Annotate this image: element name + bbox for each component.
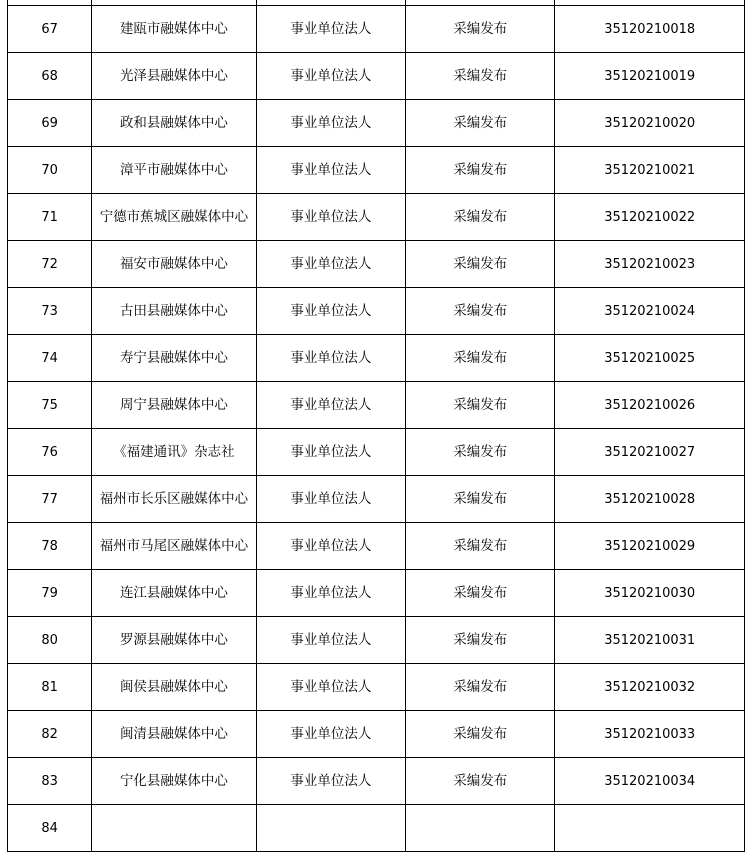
- table-row: [8, 711, 745, 758]
- organization-name-cell: 建瓯市融媒体中心: [92, 6, 256, 53]
- business-scope-cell: 采编发布: [406, 429, 555, 476]
- row-number-cell: 76: [8, 429, 92, 476]
- registration-code-cell: 35120210021: [555, 147, 745, 194]
- table-row: [8, 100, 745, 147]
- row-number-cell: 70: [8, 147, 92, 194]
- business-scope-cell: 采编发布: [406, 194, 555, 241]
- organization-type-cell: 事业单位法人: [256, 147, 405, 194]
- organization-type-cell: 事业单位法人: [256, 476, 405, 523]
- organization-type-cell: [256, 805, 405, 852]
- row-number-cell: 67: [8, 6, 92, 53]
- business-scope-cell: 采编发布: [406, 523, 555, 570]
- table-row: [8, 241, 745, 288]
- organization-type-cell: 事业单位法人: [256, 523, 405, 570]
- organization-name-cell: 宁德市蕉城区融媒体中心: [92, 194, 256, 241]
- organization-name-cell: 周宁县融媒体中心: [92, 382, 256, 429]
- registration-code-cell: 35120210028: [555, 476, 745, 523]
- registration-code-cell: 35120210031: [555, 617, 745, 664]
- business-scope-cell: 采编发布: [406, 617, 555, 664]
- organization-name-cell: 福安市融媒体中心: [92, 241, 256, 288]
- business-scope-cell: [406, 805, 555, 852]
- organization-type-cell: 事业单位法人: [256, 758, 405, 805]
- business-scope-cell: 采编发布: [406, 53, 555, 100]
- table-row: [8, 194, 745, 241]
- registration-code-cell: 35120210029: [555, 523, 745, 570]
- organization-type-cell: 事业单位法人: [256, 617, 405, 664]
- row-number-cell: 77: [8, 476, 92, 523]
- registration-code-cell: 35120210032: [555, 664, 745, 711]
- organization-type-cell: 事业单位法人: [256, 100, 405, 147]
- organization-name-cell: 寿宁县融媒体中心: [92, 335, 256, 382]
- registration-code-cell: [555, 805, 745, 852]
- business-scope-cell: 采编发布: [406, 758, 555, 805]
- row-number-cell: 81: [8, 664, 92, 711]
- row-number-cell: 71: [8, 194, 92, 241]
- row-number-cell: 73: [8, 288, 92, 335]
- business-scope-cell: 采编发布: [406, 147, 555, 194]
- table-row: [8, 147, 745, 194]
- business-scope-cell: 采编发布: [406, 570, 555, 617]
- organization-type-cell: 事业单位法人: [256, 241, 405, 288]
- table-row: [8, 523, 745, 570]
- table-row: [8, 805, 745, 852]
- organization-type-cell: 事业单位法人: [256, 429, 405, 476]
- table-row: [8, 429, 745, 476]
- row-number-cell: 74: [8, 335, 92, 382]
- organization-name-cell: 连江县融媒体中心: [92, 570, 256, 617]
- row-number-cell: 75: [8, 382, 92, 429]
- organization-type-cell: 事业单位法人: [256, 335, 405, 382]
- registry-table-container: [7, 0, 745, 852]
- business-scope-cell: 采编发布: [406, 382, 555, 429]
- organization-name-cell: 古田县融媒体中心: [92, 288, 256, 335]
- organization-name-cell: 福州市马尾区融媒体中心: [92, 523, 256, 570]
- business-scope-cell: 采编发布: [406, 241, 555, 288]
- business-scope-cell: 采编发布: [406, 288, 555, 335]
- row-number-cell: 80: [8, 617, 92, 664]
- business-scope-cell: 采编发布: [406, 476, 555, 523]
- organization-name-cell: 宁化县融媒体中心: [92, 758, 256, 805]
- row-number-cell: 82: [8, 711, 92, 758]
- organization-type-cell: 事业单位法人: [256, 53, 405, 100]
- business-scope-cell: 采编发布: [406, 335, 555, 382]
- row-number-cell: 78: [8, 523, 92, 570]
- table-row: [8, 476, 745, 523]
- registration-code-cell: 35120210019: [555, 53, 745, 100]
- organization-type-cell: 事业单位法人: [256, 288, 405, 335]
- registration-code-cell: 35120210020: [555, 100, 745, 147]
- organization-type-cell: 事业单位法人: [256, 382, 405, 429]
- table-row: [8, 53, 745, 100]
- organization-name-cell: 闽侯县融媒体中心: [92, 664, 256, 711]
- registration-code-cell: 35120210026: [555, 382, 745, 429]
- row-number-cell: 79: [8, 570, 92, 617]
- registration-code-cell: 35120210033: [555, 711, 745, 758]
- table-row: [8, 382, 745, 429]
- registration-code-cell: 35120210030: [555, 570, 745, 617]
- registration-code-cell: 35120210022: [555, 194, 745, 241]
- table-row: [8, 570, 745, 617]
- row-number-cell: 69: [8, 100, 92, 147]
- row-number-cell: 68: [8, 53, 92, 100]
- organization-name-cell: 闽清县融媒体中心: [92, 711, 256, 758]
- table-row: [8, 6, 745, 53]
- registration-code-cell: 35120210025: [555, 335, 745, 382]
- business-scope-cell: 采编发布: [406, 6, 555, 53]
- registration-code-cell: 35120210024: [555, 288, 745, 335]
- organization-type-cell: 事业单位法人: [256, 194, 405, 241]
- organization-type-cell: 事业单位法人: [256, 711, 405, 758]
- row-number-cell: 84: [8, 805, 92, 852]
- registry-table: [7, 0, 745, 852]
- registration-code-cell: 35120210018: [555, 6, 745, 53]
- organization-type-cell: 事业单位法人: [256, 570, 405, 617]
- registration-code-cell: 35120210027: [555, 429, 745, 476]
- organization-name-cell: 漳平市融媒体中心: [92, 147, 256, 194]
- registration-code-cell: 35120210023: [555, 241, 745, 288]
- business-scope-cell: 采编发布: [406, 664, 555, 711]
- organization-type-cell: 事业单位法人: [256, 6, 405, 53]
- table-row: [8, 664, 745, 711]
- registry-table-body: [8, 0, 745, 852]
- organization-name-cell: 《福建通讯》杂志社: [92, 429, 256, 476]
- row-number-cell: 72: [8, 241, 92, 288]
- business-scope-cell: 采编发布: [406, 100, 555, 147]
- table-row: [8, 335, 745, 382]
- table-row: [8, 288, 745, 335]
- organization-name-cell: 光泽县融媒体中心: [92, 53, 256, 100]
- organization-name-cell: [92, 805, 256, 852]
- organization-name-cell: 罗源县融媒体中心: [92, 617, 256, 664]
- organization-name-cell: 福州市长乐区融媒体中心: [92, 476, 256, 523]
- registration-code-cell: 35120210034: [555, 758, 745, 805]
- business-scope-cell: 采编发布: [406, 711, 555, 758]
- table-row: [8, 617, 745, 664]
- organization-name-cell: 政和县融媒体中心: [92, 100, 256, 147]
- table-row: [8, 758, 745, 805]
- organization-type-cell: 事业单位法人: [256, 664, 405, 711]
- row-number-cell: 83: [8, 758, 92, 805]
